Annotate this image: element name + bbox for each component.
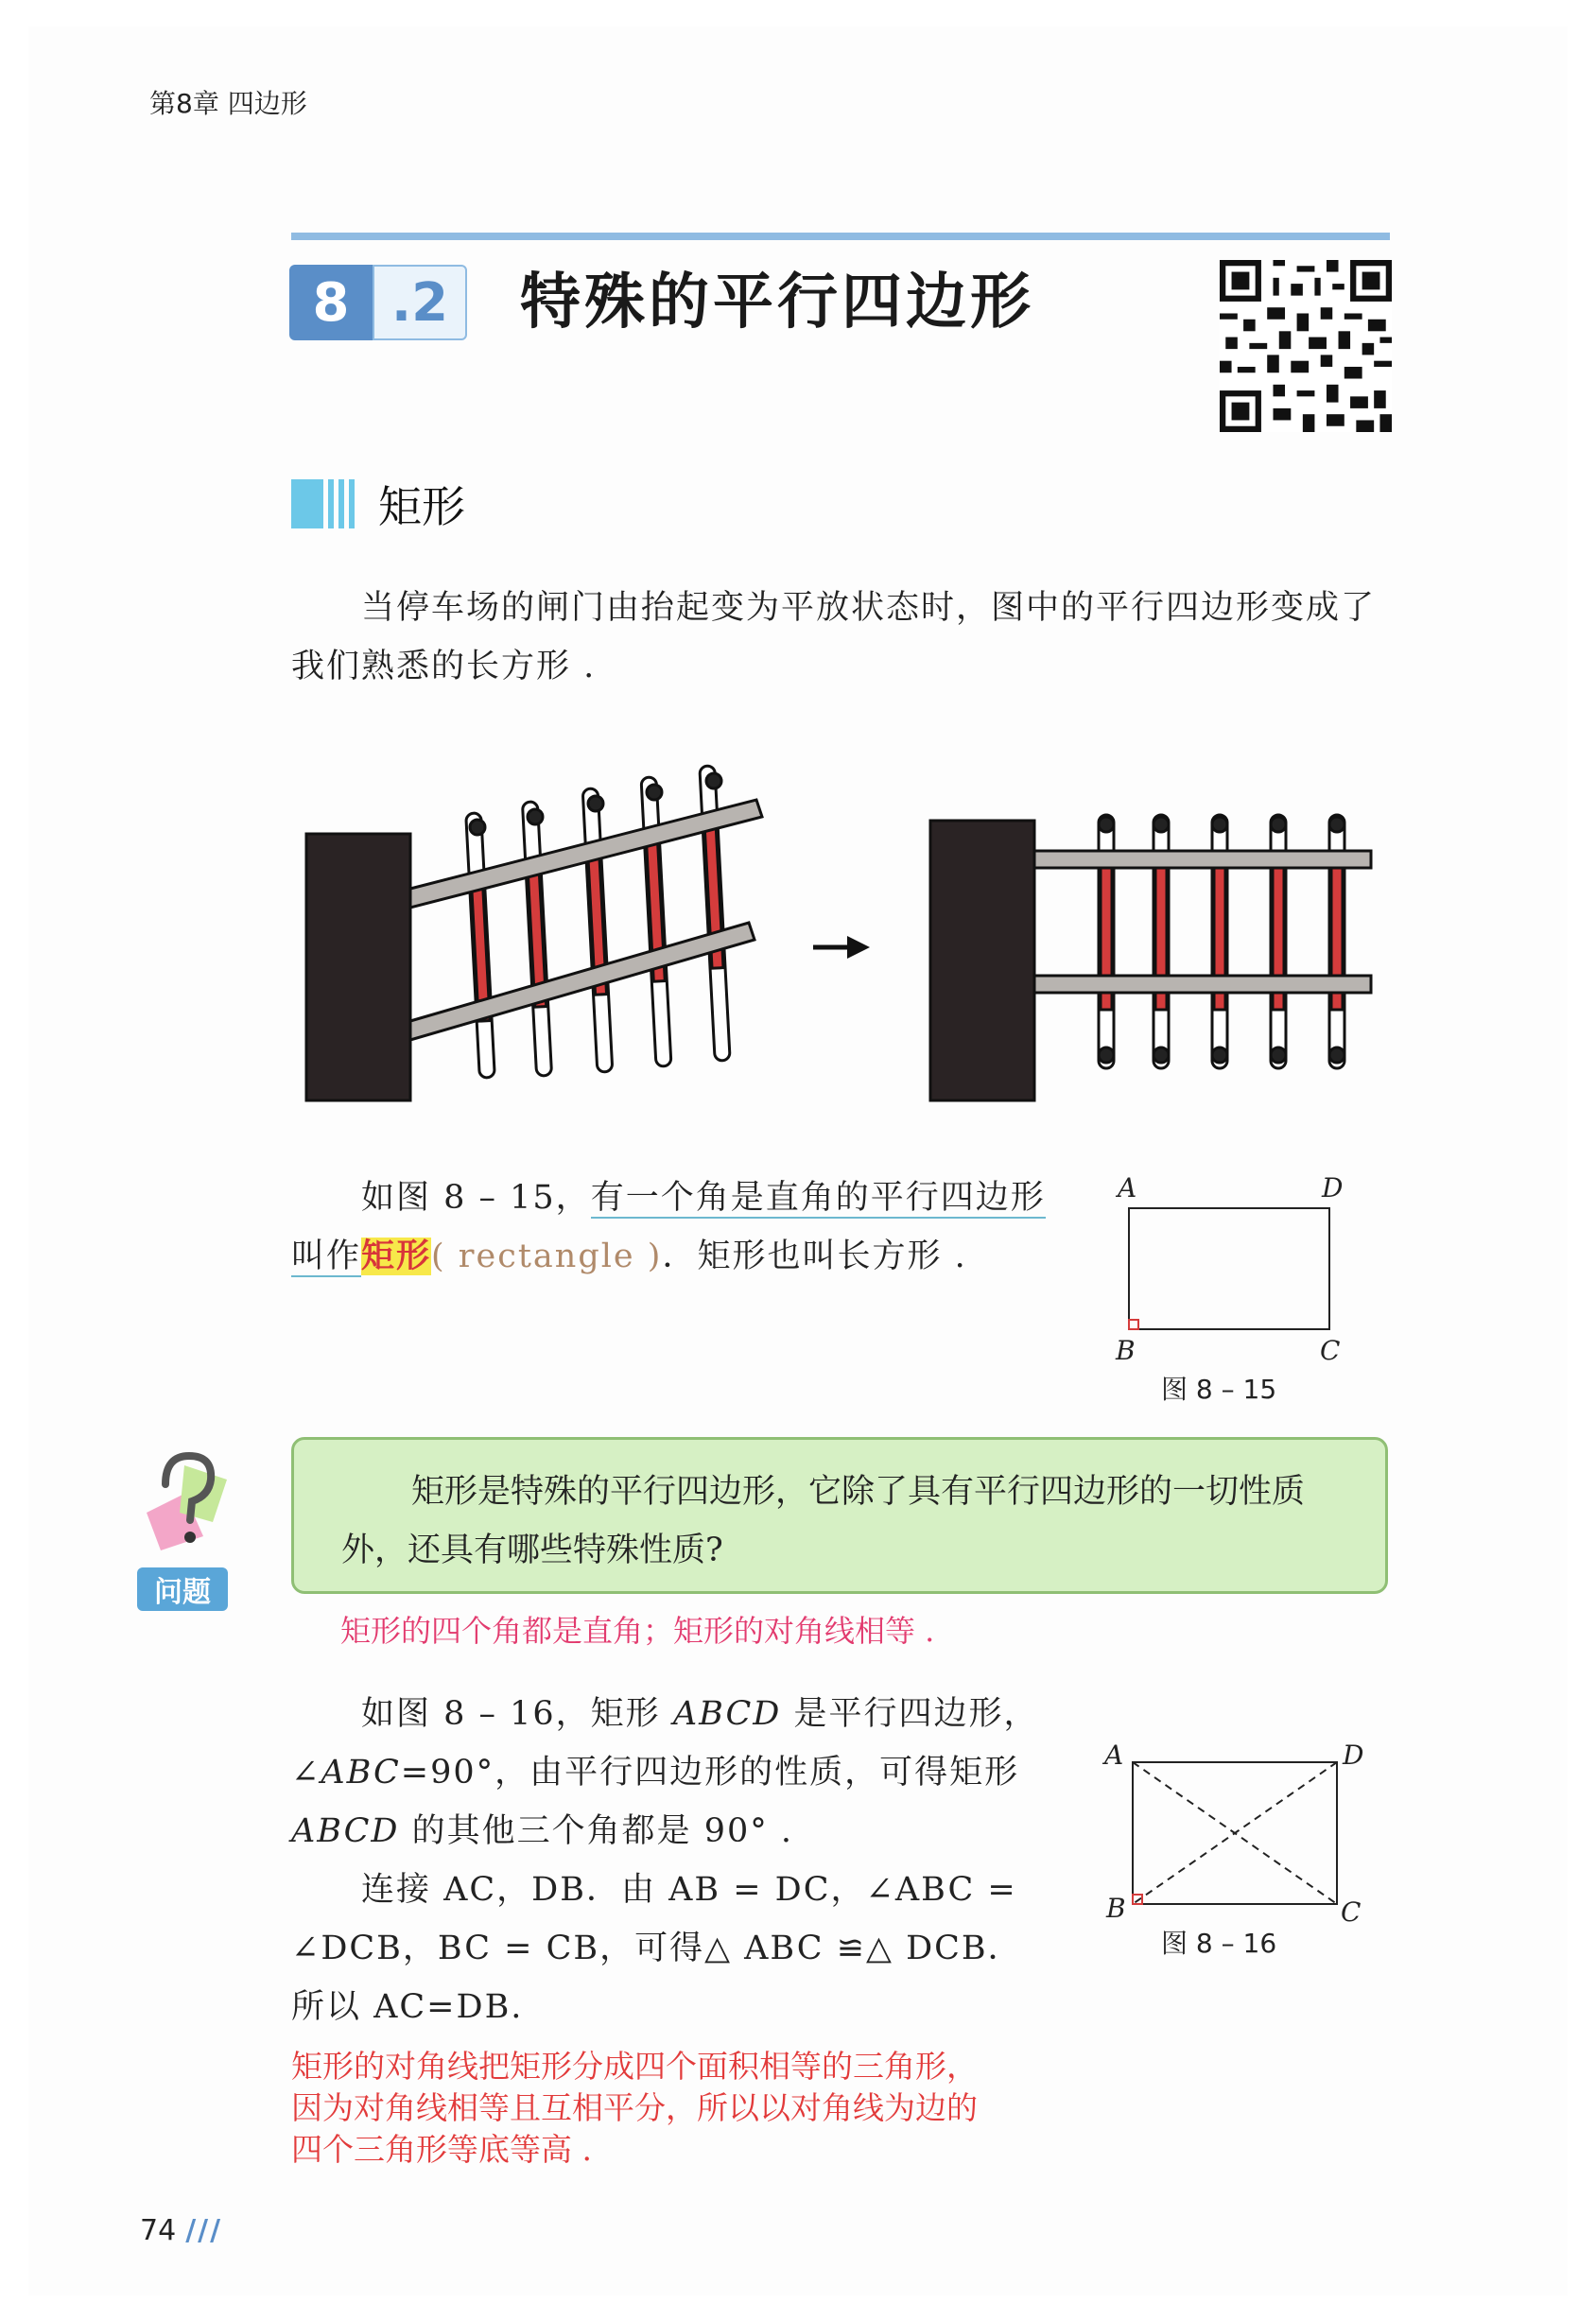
figure-8-16-caption: 图 8 – 16 xyxy=(1161,1928,1277,1959)
arrow-right-icon xyxy=(813,936,870,959)
proof-text-4: 的其他三个角都是 90° . xyxy=(399,1812,794,1850)
qr-code-icon[interactable] xyxy=(1220,260,1392,432)
proof-text-3: =90°，由平行四边形的性质，可得矩形 xyxy=(400,1754,1020,1792)
proof-paragraph xyxy=(291,1685,1048,1861)
definition-underlined: 有一个角是直角的平行四边形叫作 xyxy=(291,1179,1046,1275)
proof-math-1: ABCD xyxy=(672,1695,782,1733)
question-box xyxy=(291,1437,1388,1594)
page-number-value: 74 xyxy=(140,2214,177,2247)
page-number xyxy=(140,2214,222,2247)
figure-8-16-rectangle xyxy=(1106,1736,1362,1925)
question-tag: 问题 xyxy=(137,1567,228,1611)
subsection-heading xyxy=(291,473,465,535)
note-line-1: 矩形的对角线把矩形分成四个面积相等的三角形， xyxy=(291,2048,978,2085)
fig15-label-D: D xyxy=(1322,1172,1344,1203)
question-marker xyxy=(137,1446,232,1609)
subsection-title: 矩形 xyxy=(378,481,465,532)
question-text: 矩形是特殊的平行四边形，它除了具有平行四边形的一切性质外，还具有哪些特殊性质? xyxy=(341,1473,1306,1569)
definition-tail: ．矩形也叫长方形 . xyxy=(662,1238,967,1275)
fig16-label-C: C xyxy=(1341,1896,1362,1928)
proof-text-2: 是平行四边形，∠ xyxy=(291,1695,1039,1792)
fig16-label-D: D xyxy=(1343,1740,1364,1771)
subsection-bars-icon xyxy=(291,479,359,528)
fig16-label-A: A xyxy=(1104,1740,1124,1771)
definition-paragraph xyxy=(291,1169,1048,1286)
fig15-label-A: A xyxy=(1118,1172,1137,1203)
section-number-major: 8 xyxy=(289,265,373,340)
figure-8-15-caption: 图 8 – 15 xyxy=(1161,1374,1277,1405)
chapter-header: 第8章 四边形 xyxy=(149,88,307,119)
section-title: 特殊的平行四边形 xyxy=(520,268,1034,338)
page-slashes-icon: /// xyxy=(185,2214,223,2247)
proof-paragraph-2: 连接 AC，DB．由 AB = DC，∠ABC = ∠DCB，BC = CB，可得△ ABC ≌△ DCB．所以 AC=DB. xyxy=(291,1871,1023,2026)
term-english: ( rectangle ) xyxy=(431,1238,663,1275)
intro-paragraph: 当停车场的闸门由抬起变为平放状态时，图中的平行四边形变成了我们熟悉的长方形 . xyxy=(291,589,1377,685)
question-mark-icon xyxy=(137,1446,232,1560)
fig16-label-B: B xyxy=(1106,1893,1126,1924)
proof-math-3: ABCD xyxy=(291,1812,400,1850)
proof-text-1: 如图 8 – 16，矩形 xyxy=(361,1695,673,1733)
proof-math-2: ABC xyxy=(321,1754,401,1792)
section-top-rule xyxy=(291,233,1390,240)
fig15-label-B: B xyxy=(1116,1335,1136,1366)
note-line-2: 因为对角线相等且互相平分，所以以对角线为边的 xyxy=(291,2089,978,2126)
term-rectangle: 矩形 xyxy=(361,1238,432,1275)
question-answer: 矩形的四个角都是直角；矩形的对角线相等 . xyxy=(340,1613,935,1649)
definition-lead: 如图 8 – 15， xyxy=(361,1179,591,1217)
section-number-minor: .2 xyxy=(373,265,467,340)
note-line-3: 四个三角形等底等高 . xyxy=(291,2131,592,2168)
parking-gate-illustration xyxy=(284,737,1399,1116)
section-number-badge xyxy=(289,265,469,340)
fig15-label-C: C xyxy=(1320,1335,1341,1366)
